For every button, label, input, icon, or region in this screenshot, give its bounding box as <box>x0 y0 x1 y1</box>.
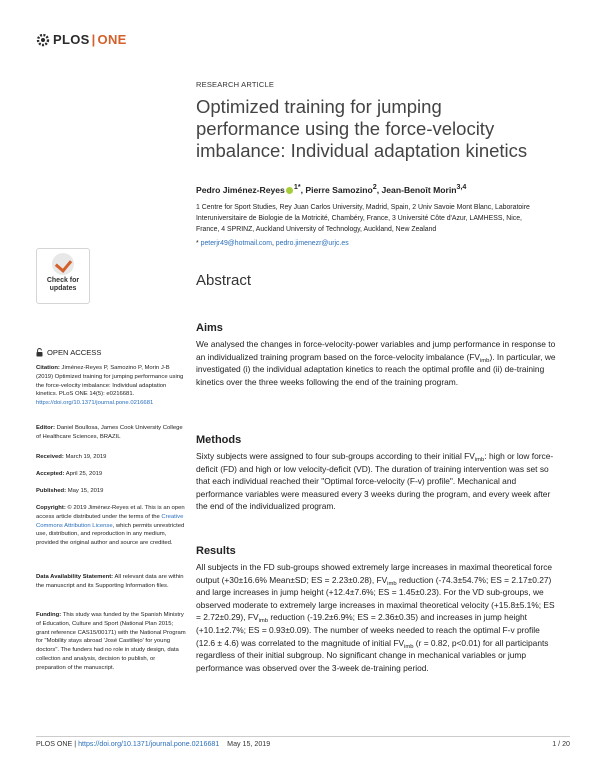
author-name[interactable]: , Pierre Samozino <box>300 184 373 195</box>
orcid-icon[interactable] <box>286 187 293 194</box>
funding-text: This study was funded by the Spanish Ministry of Education, Culture and Sport (National Plan 2015; grant reference CAS15/00171) with the National Program for "Mobility stays abroad 'José Castillejo' for young doctors". The funders had no role in study design, data collection and analysis, decision to publish, or preparation of the manuscript. <box>36 612 186 671</box>
text-run: reduction (-19.2±6.9%; ES = 2.36±0.35) and increases in jump height (+10.1±2.7%; ES = 0.93±0.09). The number of weeks needed to reach the optimal F-v profile (12.6 ± 4.6) was correlated to the magnitude of initial FV <box>196 612 540 648</box>
aims-paragraph <box>196 338 556 388</box>
aims-heading: Aims <box>196 322 223 334</box>
author-name[interactable]: Pedro Jiménez-Reyes <box>196 184 285 195</box>
footer-page-number: 1 / 20 <box>552 740 570 748</box>
accepted-text: April 25, 2019 <box>64 471 103 477</box>
logo-separator: | <box>91 32 96 47</box>
footer-doi-link[interactable]: https://doi.org/10.1371/journal.pone.0216681 <box>78 740 220 748</box>
corresponding-emails <box>196 240 349 247</box>
subscript-imb: imb <box>479 357 490 364</box>
logo-plos: PLOS <box>53 32 90 47</box>
methods-heading: Methods <box>196 434 242 446</box>
text-run: Sixty subjects were assigned to four sub-groups according to their initial FV <box>196 451 475 461</box>
accepted-block <box>36 470 186 479</box>
check-mark-icon <box>52 253 74 275</box>
received-block <box>36 453 186 462</box>
footer-date: May 15, 2019 <box>227 740 271 748</box>
license-link[interactable]: Creative Commons Attribution License <box>36 513 184 529</box>
results-paragraph <box>196 561 556 674</box>
funding-label: Funding: <box>36 612 62 618</box>
published-block <box>36 487 186 496</box>
check-for-updates-button[interactable] <box>36 248 90 304</box>
check-label-line2: updates <box>49 285 77 292</box>
abstract-heading: Abstract <box>196 272 252 289</box>
plos-one-logo[interactable] <box>36 32 127 47</box>
funding-block <box>36 611 186 673</box>
methods-paragraph <box>196 450 556 513</box>
citation-label: Citation: <box>36 365 60 371</box>
logo-one: ONE <box>97 32 127 47</box>
email-separator: , <box>271 240 276 247</box>
open-access-badge <box>36 348 101 357</box>
footer-journal: PLOS ONE <box>36 740 73 748</box>
published-text: May 15, 2019 <box>66 488 104 494</box>
subscript-imb: imb <box>404 643 414 650</box>
open-access-label: OPEN ACCESS <box>47 348 102 357</box>
subscript-imb: imb <box>258 618 269 625</box>
subscript-imb: imb <box>387 580 397 587</box>
citation-text: Jiménez-Reyes P, Samozino P, Morin J-B (2019) Optimized training for jumping performance using the force-velocity imbalance: Individual adaptation kinetics. PLoS ONE 14(5): e0216681. <box>36 365 184 398</box>
editor-label: Editor: <box>36 425 55 431</box>
text-run: : high or low force-deficit (FD) and high or low velocity-deficit (VD). The duration of training intervention was set so that each individual reached their "Optimal force-velocity (F-v) profile". Mechanical and performance variables were measured every 3 weeks during the program, and every week after the end of the individualized program. <box>196 451 554 512</box>
footer-separator: | <box>72 740 79 748</box>
article-title: Optimized training for jumping performance using the force-velocity imbalance: Individual adaptation kinetics <box>196 96 528 161</box>
received-text: March 19, 2019 <box>63 454 107 460</box>
citation-doi-link[interactable]: https://doi.org/10.1371/journal.pone.0216681 <box>36 400 154 407</box>
author-superscript: 2 <box>372 183 377 191</box>
data-availability-block <box>36 573 186 591</box>
page-footer <box>36 736 570 748</box>
subscript-imb: imb <box>474 457 485 463</box>
published-label: Published: <box>36 488 67 494</box>
text-run: ). In particular, we investigated (i) the individual adaptation kinetics to reach the optimal profile and (ii) de-training kinetics over the three weeks following the end of the training program. <box>196 351 556 387</box>
gear-icon <box>36 33 50 47</box>
text-run: We analysed the changes in force-velocity-power variables and jump performance in response to an individualized training program based on the force-velocity imbalance (FV <box>196 339 556 362</box>
copyright-block <box>36 504 186 548</box>
text-run: reduction (-74.3±54.7%; ES = 2.17±0.27) and large increases in jump height (+12.4±7.6%; ES = 1.45±0.23). For the VD sub-groups, we observed moderate to extremely large increases in maximal theoretical velocity (+15.8±5.1%; ES = 2.72±0.29), FV <box>196 574 555 623</box>
article-type-label: RESEARCH ARTICLE <box>196 80 275 89</box>
text-run: All subjects in the FD sub-groups showed extremely large increases in maximal theoretical force output (+30±16.6% Mean±SD; ES = 2.23±0.28), FV <box>196 562 553 585</box>
citation-block <box>36 364 186 408</box>
author-superscript: 3,4 <box>456 183 467 191</box>
editor-block <box>36 424 186 442</box>
check-label-line1: Check for <box>46 277 80 284</box>
copyright-text: , which permits unrestricted use, distribution, and reproduction in any medium, provided the original author and source are credited. <box>36 522 185 547</box>
data-availability-label: Data Availability Statement: <box>36 574 114 580</box>
copyright-label: Copyright: <box>36 505 66 511</box>
received-label: Received: <box>36 454 64 460</box>
author-superscript: 1* <box>293 183 301 191</box>
open-lock-icon <box>36 348 43 357</box>
text-run: (r = 0.82, p<0.01) for all participants regardless of their initial subgroup. No significant change in mechanical variables or jump performance was observed over the 3-week de-training period. <box>196 637 549 673</box>
corresponding-star: * <box>196 240 199 247</box>
email-link[interactable]: peterjr49@hotmail.com <box>200 240 272 247</box>
data-availability-text: All relevant data are within the manuscript and its Supporting Information files. <box>36 574 184 589</box>
editor-text: Daniel Boullosa, James Cook University College of Healthcare Sciences, BRAZIL <box>36 425 183 440</box>
author-list <box>196 183 466 195</box>
copyright-text: © 2019 Jiménez-Reyes et al. This is an open access article distributed under the terms of the <box>36 505 185 520</box>
affiliations: 1 Centre for Sport Studies, Rey Juan Carlos University, Madrid, Spain, 2 Univ Savoie Mont Blanc, Laboratoire Interuniversitaire de Biologie de la Motricité, Chambéry, France, 3 Université Côte d'Azur, LAMHESS, Nice, France, 4 SPRINZ, Auckland University of Technology, Auckland, New Zealand <box>196 204 530 233</box>
results-heading: Results <box>196 545 236 557</box>
email-link[interactable]: pedro.jimenezr@urjc.es <box>275 240 349 247</box>
author-name[interactable]: , Jean-Benoît Morin <box>376 184 457 195</box>
accepted-label: Accepted: <box>36 471 65 477</box>
